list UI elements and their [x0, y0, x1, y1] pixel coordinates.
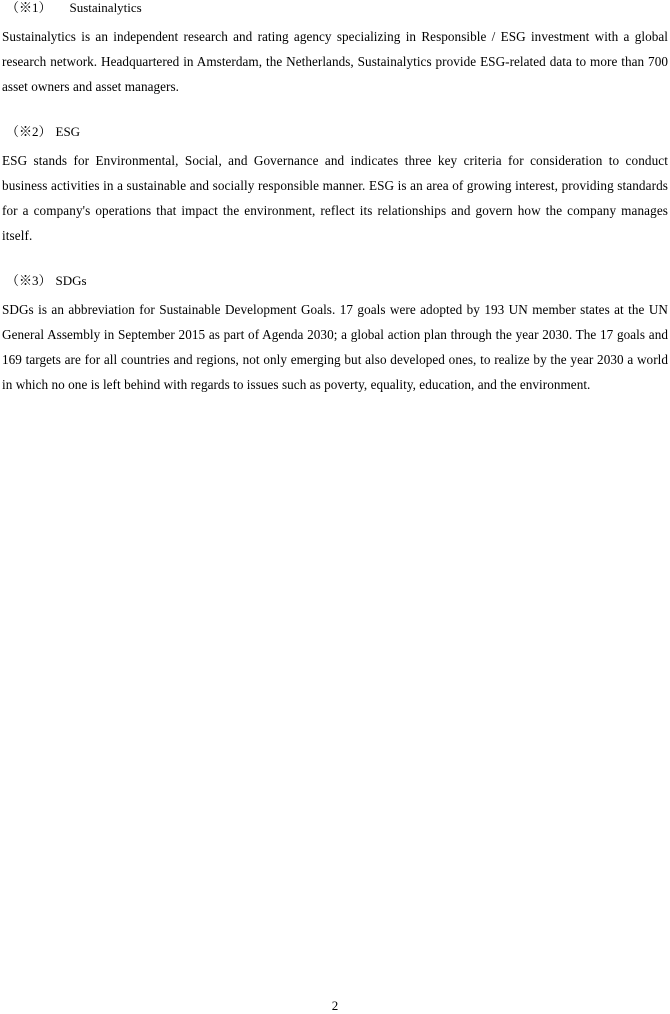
footnote-sustainalytics: [2, 0, 668, 99]
footnote-body: Sustainalytics is an independent research and rating agency specializing in Responsible / ESG investment with a global research network. Headquartered in Amsterdam, the Netherlands, Sustainalytics provide ESG-related data to more than 700 asset owners and asset managers.: [2, 29, 668, 94]
footnote-body: ESG stands for Environmental, Social, and Governance and indicates three key criteria for consideration to conduct business activities in a sustainable and socially responsible manner. ESG is an area of growing interest, providing standards for a company's operations that impact the environment, reflect its relationships and govern how the company manages itself.: [2, 153, 668, 243]
footnote-title: Sustainalytics: [69, 0, 142, 15]
footnote-heading: [2, 273, 668, 289]
footnote-sdgs: [2, 273, 668, 397]
footnote-heading: [2, 124, 668, 140]
footnote-marker: （※2）: [6, 124, 52, 139]
footnote-title: ESG: [55, 124, 81, 139]
footnote-body: SDGs is an abbreviation for Sustainable Development Goals. 17 goals were adopted by 193 UN member states at the UN General Assembly in September 2015 as part of Agenda 2030; a global action plan through the year 2030. The 17 goals and 169 targets are for all countries and regions, not only emerging but also developed ones, to realize by the year 2030 a world in which no one is left behind with regards to issues such as poverty, equality, education, and the environment.: [2, 302, 668, 392]
footnotes-section: [2, 0, 668, 410]
footnote-heading: [2, 0, 668, 16]
footnote-esg: [2, 124, 668, 248]
page-number: 2: [331, 998, 339, 1013]
footnote-marker: （※1）: [6, 0, 52, 15]
footnote-title: SDGs: [55, 273, 87, 288]
footnote-marker: （※3）: [6, 273, 52, 288]
